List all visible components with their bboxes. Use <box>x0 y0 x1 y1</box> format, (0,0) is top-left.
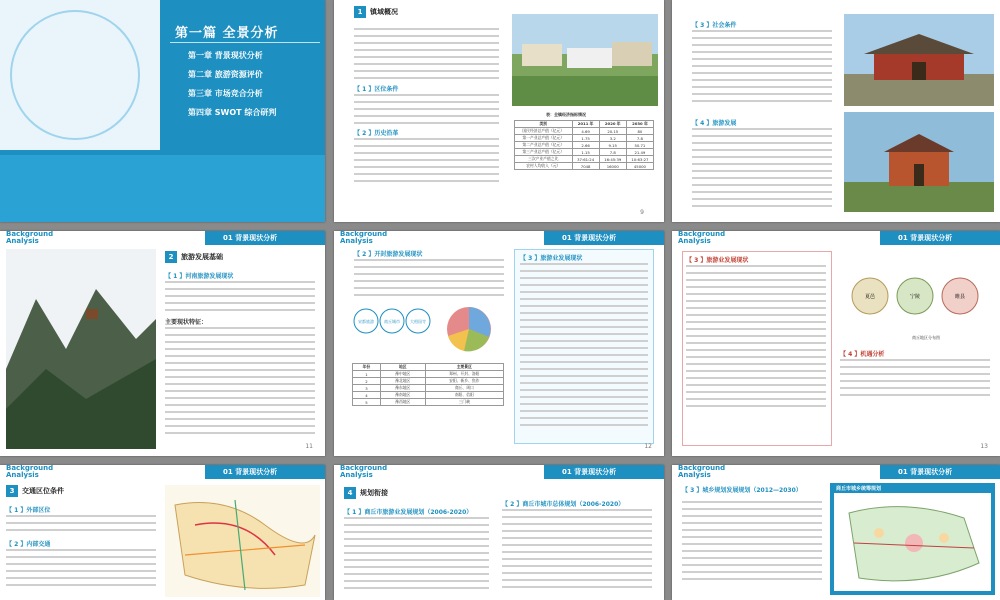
header-analysis-text: Analysis <box>340 471 373 479</box>
header-analysis-text: Analysis <box>678 237 711 245</box>
section-heading <box>354 6 398 18</box>
body-text <box>682 501 822 585</box>
subheading: 【 2 】开封旅游发展现状 <box>354 251 423 258</box>
chapter-1-link[interactable]: 第一章 背景现状分析 <box>188 51 263 60</box>
section-heading <box>344 487 388 499</box>
header-chapter-label: 01 背景现状分析 <box>205 465 325 479</box>
table-header: 2011 年 <box>572 121 599 128</box>
page-number: 13 <box>980 443 988 450</box>
body-text <box>6 549 156 591</box>
map-caption: 商丘地区分布图 <box>912 335 940 340</box>
pie-chart <box>434 303 504 358</box>
header-chapter-label: 01 背景现状分析 <box>880 465 1000 479</box>
subheading: 【 3 】旅游业发展现状 <box>520 255 583 262</box>
cover-band <box>0 155 325 222</box>
header-chapter-label: 01 背景现状分析 <box>544 465 664 479</box>
page-16 <box>672 465 1000 600</box>
body-text <box>354 28 499 84</box>
page-header <box>672 231 1000 245</box>
table-row: 5 豫西地区 三门峡 <box>353 399 504 406</box>
page-13 <box>672 231 1000 456</box>
body-text <box>165 327 315 439</box>
header-chapter-label: 01 背景现状分析 <box>544 231 664 245</box>
temple-photo <box>844 14 994 106</box>
planning-map-frame <box>830 483 995 595</box>
cover-page <box>0 0 325 222</box>
planning-map <box>834 493 991 591</box>
subheading: 主要现状特征： <box>165 319 208 326</box>
subheading: 【 3 】旅游业发展现状 <box>686 257 749 264</box>
subheading: 【 1 】河南旅游发展现状 <box>165 273 234 280</box>
header-background-text: Background <box>678 231 726 238</box>
table-title: 表：全镇经济指标情况 <box>546 112 586 117</box>
table-row: 4 豫南地区 南阳、信阳 <box>353 392 504 399</box>
table-row: 第三产业总产值（亿元） 1.15 7.8 21.49 <box>515 149 654 156</box>
body-text <box>692 128 832 212</box>
table-header: 2020 年 <box>599 121 626 128</box>
map-label: 睢县 <box>954 294 966 300</box>
section-heading <box>6 485 64 497</box>
section-title: 镇域概况 <box>370 8 398 16</box>
header-background-text: Background <box>6 231 54 238</box>
section-title: 规划衔接 <box>360 489 388 497</box>
traffic-map <box>165 485 320 597</box>
page-header <box>334 465 664 479</box>
subheading: 【 1 】商丘市旅游业发展规划（2006-2020） <box>344 509 473 516</box>
subheading: 【 1 】外部区位 <box>6 507 51 514</box>
section-title: 旅游发展基础 <box>181 253 223 261</box>
table-row: 第一产业总产值（亿元） 1.75 3.2 7.8 <box>515 135 654 142</box>
chapter-2-link[interactable]: 第二章 旅游资源评价 <box>188 70 263 79</box>
body-text <box>692 30 832 107</box>
page-11 <box>0 231 325 456</box>
table-row: 1 豫中地区 郑州、开封、洛阳 <box>353 371 504 378</box>
header-analysis-text: Analysis <box>678 471 711 479</box>
town-photo <box>512 14 658 106</box>
header-chapter-label: 01 背景现状分析 <box>880 231 1000 245</box>
header-analysis-text: Analysis <box>6 471 39 479</box>
section-number: 1 <box>354 6 366 18</box>
section-number: 2 <box>165 251 177 263</box>
body-text <box>354 138 499 187</box>
map-title: 商丘市城乡统筹规划 <box>836 486 882 492</box>
header-background-text: Background <box>678 465 726 472</box>
chapter-3-link[interactable]: 第三章 市场竞合分析 <box>188 89 263 98</box>
header-chapter-label: 01 背景现状分析 <box>205 231 325 245</box>
pagoda-photo <box>844 112 994 212</box>
page-12 <box>334 231 664 456</box>
subheading: 【 2 】内部交通 <box>6 541 51 548</box>
page-number: 11 <box>305 443 313 450</box>
body-text <box>165 281 315 316</box>
map-label: 宁陵 <box>909 294 921 300</box>
section-number: 4 <box>344 487 356 499</box>
page-header <box>672 465 1000 479</box>
table-row: 第二产业总产值（亿元） 2.66 9.15 50.71 <box>515 142 654 149</box>
table-header: 类别 <box>515 121 573 128</box>
header-background-text: Background <box>340 465 388 472</box>
body-text <box>686 265 826 412</box>
region-table: 年份 地区 主要景区 1 豫中地区 郑州、开封、洛阳 2 豫北地区 安阳、新乡、焦作 3 豫东地区 商丘、周口 4 豫南地区 南阳、信阳 5 豫西地区 三门峡 <box>352 363 504 406</box>
cover-image-panel <box>0 0 160 150</box>
page-14 <box>0 465 325 600</box>
page-15 <box>334 465 664 600</box>
header-background-text: Background <box>340 231 388 238</box>
economy-table <box>514 120 654 170</box>
subheading: 【 2 】商丘市城市总体规划（2006-2020） <box>502 501 625 508</box>
section-number: 3 <box>6 485 18 497</box>
bubble-label: 宋都旅游 <box>358 319 374 324</box>
page-9 <box>334 0 664 222</box>
table-header: 2030 年 <box>626 121 653 128</box>
page-header <box>334 231 664 245</box>
page-header <box>0 465 325 479</box>
header-analysis-text: Analysis <box>6 237 39 245</box>
header-analysis-text: Analysis <box>340 237 373 245</box>
page-number: 9 <box>640 209 644 216</box>
region-map <box>840 261 990 331</box>
cover-title: 第一篇 全景分析 <box>175 26 279 41</box>
subheading: 【 3 】社会条件 <box>692 22 737 29</box>
page-header <box>0 231 325 245</box>
decorative-circle <box>10 10 140 140</box>
body-text <box>520 263 648 431</box>
subheading: 【 4 】机遇分析 <box>840 351 885 358</box>
table-row: 农村人均收入（元） 7048 16000 45000 <box>515 163 654 170</box>
body-text <box>354 259 504 301</box>
body-text <box>502 509 652 593</box>
bubble-diagram <box>352 303 432 358</box>
body-text <box>840 359 990 401</box>
section-heading <box>165 251 223 263</box>
subheading: 【 4 】旅游发展 <box>692 120 737 127</box>
subheading: 【 3 】城乡规划发展规划（2012—2030） <box>682 487 802 494</box>
page-10 <box>672 0 1000 222</box>
body-text <box>344 517 489 594</box>
table-row: 国民经济总产值（亿元） 4.69 20.15 80 <box>515 128 654 135</box>
section-title: 交通区位条件 <box>22 487 64 495</box>
cover-divider <box>170 42 320 43</box>
chapter-4-link[interactable]: 第四章 SWOT 综合研判 <box>188 108 277 117</box>
page-number: 12 <box>644 443 652 450</box>
bubble-label: 商丘城市 <box>384 319 400 324</box>
table-row: 3 豫东地区 商丘、周口 <box>353 385 504 392</box>
table-row: 2 豫北地区 安阳、新乡、焦作 <box>353 378 504 385</box>
bubble-label: 大相国寺 <box>410 319 426 324</box>
mountain-photo <box>6 249 156 449</box>
subheading: 【 2 】历史沿革 <box>354 130 399 137</box>
header-background-text: Background <box>6 465 54 472</box>
body-text <box>354 94 499 129</box>
body-text <box>6 515 156 536</box>
subheading: 【 1 】区位条件 <box>354 86 399 93</box>
table-row: 三次产业产值之比 37:61:24 16:45:39 10:63:27 <box>515 156 654 163</box>
map-label: 夏邑 <box>864 294 876 300</box>
